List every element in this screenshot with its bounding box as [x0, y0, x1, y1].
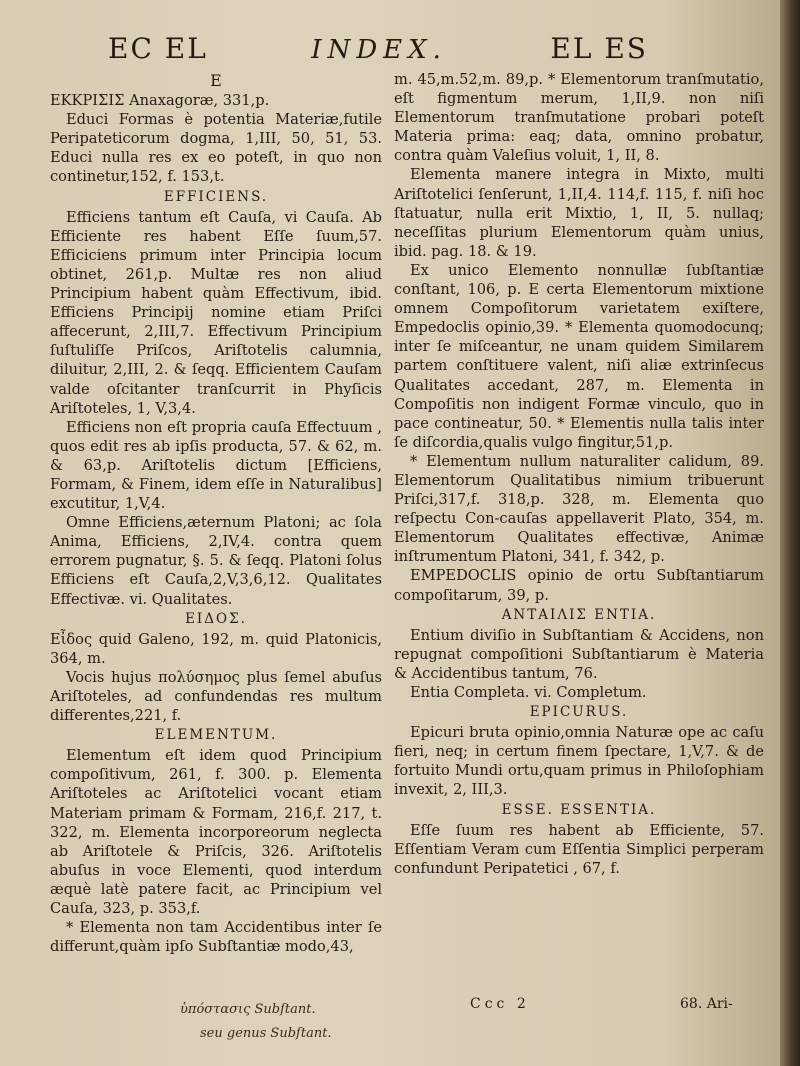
index-entry: * Elementum nullum naturaliter calidum, 89. Elementorum Qualitatibus nimium tribuerunt Priſci,317,f. 318,p. 328, m. Elementa quo reſpectu Con-cauſas appellaverit Plato, 354, m. Elementorum Qualitates effectivæ, Animæ inſtrumentum Platoni, 341, f. 342, p. [394, 452, 764, 566]
index-entry: Efficiens tantum eſt Cauſa, vi Cauſa. Ab Efficiente res habent Eſſe ſuum,57. Efficiciens primum inter Principia locum obtinet, 261,p. Multæ res non aliud Principium habent quàm Effectivum, ibid. Efficiens Principij nomine etiam Priſci affecerunt, 2,III,7. Effectivum Principium ſuſtuliſſe Priſcos, Ariſtotelis calumnia, diluitur, 2,III, 2. & ſeqq. Efficientem Cauſam valde oſcitanter tranſcurrit in Phyſicis Ariſtoteles, 1, V,3,4. [50, 208, 382, 417]
index-entry: Educi Formas è potentia Materiæ,futile Peripateticorum dogma, 1,III, 50, 51, 53. Educi nulla res ex eo poteſt, in quo non continetur,152, f. 153,t. [50, 111, 382, 186]
index-entry: Efficiens non eſt propria cauſa Effectuum , quos edit res ab ipſis producta, 57. & 62, m. & 63,p. Ariſtotelis dictum [Efficiens, Formam, & Finem, idem eſſe in Naturalibus] excutitur, 1,V,4. [50, 418, 382, 513]
handwritten-note: ὑπόστασις Subſtant. [180, 1002, 316, 1017]
index-entry: * Elementa non tam Accidentibus inter ſe differunt,quàm ipſo Subſtantiæ modo,43, [50, 919, 382, 956]
index-entry: Elementa manere integra in Mixto, multi Ariſtotelici ſenſerunt, 1,II,4. 114,f. 115, f. niſi hoc ſtatuatur, nulla erit Mixtio, 1, II, 5. nullaq; neceſſitas plurium Elementorum quàm unius, ibid. pag. 18. & 19. [394, 166, 764, 260]
index-entry: Vocis hujus πολύσημος plus ſemel abuſus Ariſtoteles, ad confundendas res multum differentes,221, f. [50, 668, 382, 725]
left-column [50, 70, 382, 956]
right-column [394, 70, 764, 878]
section-heading: E [210, 71, 222, 90]
index-entry: Ex unico Elemento nonnullæ ſubſtantiæ conſtant, 106, p. E certa Elementorum mixtione omnem Compoſitorum varietatem exiſtere, Empedoclis opinio,39. * Elementa quomodocunq; inter ſe miſceantur, ne unam quidem Similarem partem conſtituere valent, niſi aliæ extrinſecus Qualitates accedant, 287, m. Elementa in Compoſitis non indigent Formæ vinculo, quo in pace contineatur, 50. * Elementis nulla talis inter ſe diſcordia,qualis vulgo fingitur,51,p. [394, 261, 764, 451]
index-entry: Entia Completa. vi. Completum. [410, 684, 647, 701]
index-entry: Eſſe ſuum res habent ab Efficiente, 57. Eſſentiam Veram cum Eſſentia Simplici perperam confundunt Peripatetici , 67, f. [394, 821, 764, 877]
running-head [108, 32, 648, 66]
catchword: 68. Ari- [680, 996, 733, 1012]
index-entry: Entium diviſio in Subſtantiam & Accidens, non repugnat compoſitioni Subſtantiarum è Materia & Accidentibus tantum, 76. [394, 626, 764, 682]
index-entry: EMPEDOCLIS opinio de ortu Subſtantiarum compoſitarum, 39, p. [394, 567, 764, 604]
index-entry: m. 45,m.52,m. 89,p. * Elementorum tranſmutatio, eſt figmentum merum, 1,II,9. non niſi Elementorum tranſmutatione probari poteſt Materia prima: eaq; data, omnino probatur, contra quàm Valeſius voluit, 1, II, 8. [394, 71, 764, 165]
section-heading: ESSE. ESSENTIA. [501, 801, 657, 818]
index-entry: Omne Efficiens,æternum Platoni; ac ſola Anima, Efficiens, 2,IV,4. contra quem errorem pugnatur, §. 5. & ſeqq. Platoni ſolus Efficiens eſt Cauſa,2,V,3,6,12. Qualitates Effectivæ. vi. Qualitates. [50, 514, 382, 608]
index-entry: Εἶδος quid Galeno, 192, m. quid Platonicis, 364, m. [50, 630, 382, 667]
running-head-center: INDEX. [311, 35, 447, 65]
index-entry: Elementum eſt idem quod Principium compoſitivum, 261, f. 300. p. Elementa Ariſtoteles ac Ariſtotelici vocant etiam Materiam primam & Formam, 216,f. 217, t. 322, m. Elementa incorporeorum neglecta ab Ariſtotele & Priſcis, 326. Ariſtotelis abuſus in voce Elementi, quod interdum æquè latè patere facit, ac Principium vel Cauſa, 323, p. 353,f. [50, 747, 382, 918]
signature-mark: Ccc 2 [470, 996, 530, 1012]
handwritten-note: seu genus Subſtant. [200, 1026, 332, 1041]
section-heading: EFFICIENS. [163, 188, 269, 205]
book-gutter [780, 0, 800, 1066]
index-entry: ΕΚΚΡΙΣΙΣ Anaxagoræ, 331,p. [50, 92, 270, 110]
index-entry: Epicuri bruta opinio,omnia Naturæ ope ac caſu fieri, neq; in certum finem ſpectare, 1,V,7. & de fortuito Mundi ortu,quam primus in Philoſophiam invexit, 2, III,3. [394, 724, 764, 799]
section-heading: ELEMENTUM. [154, 727, 278, 744]
running-head-right: EL ES [550, 32, 648, 65]
section-heading: EPICURUS. [529, 704, 629, 721]
section-heading: ΕΙΔΟΣ. [185, 610, 247, 627]
running-head-left: EC EL [108, 32, 208, 65]
section-heading: ΑΝΤΑΙΛΙΣ ENTIA. [501, 606, 657, 623]
